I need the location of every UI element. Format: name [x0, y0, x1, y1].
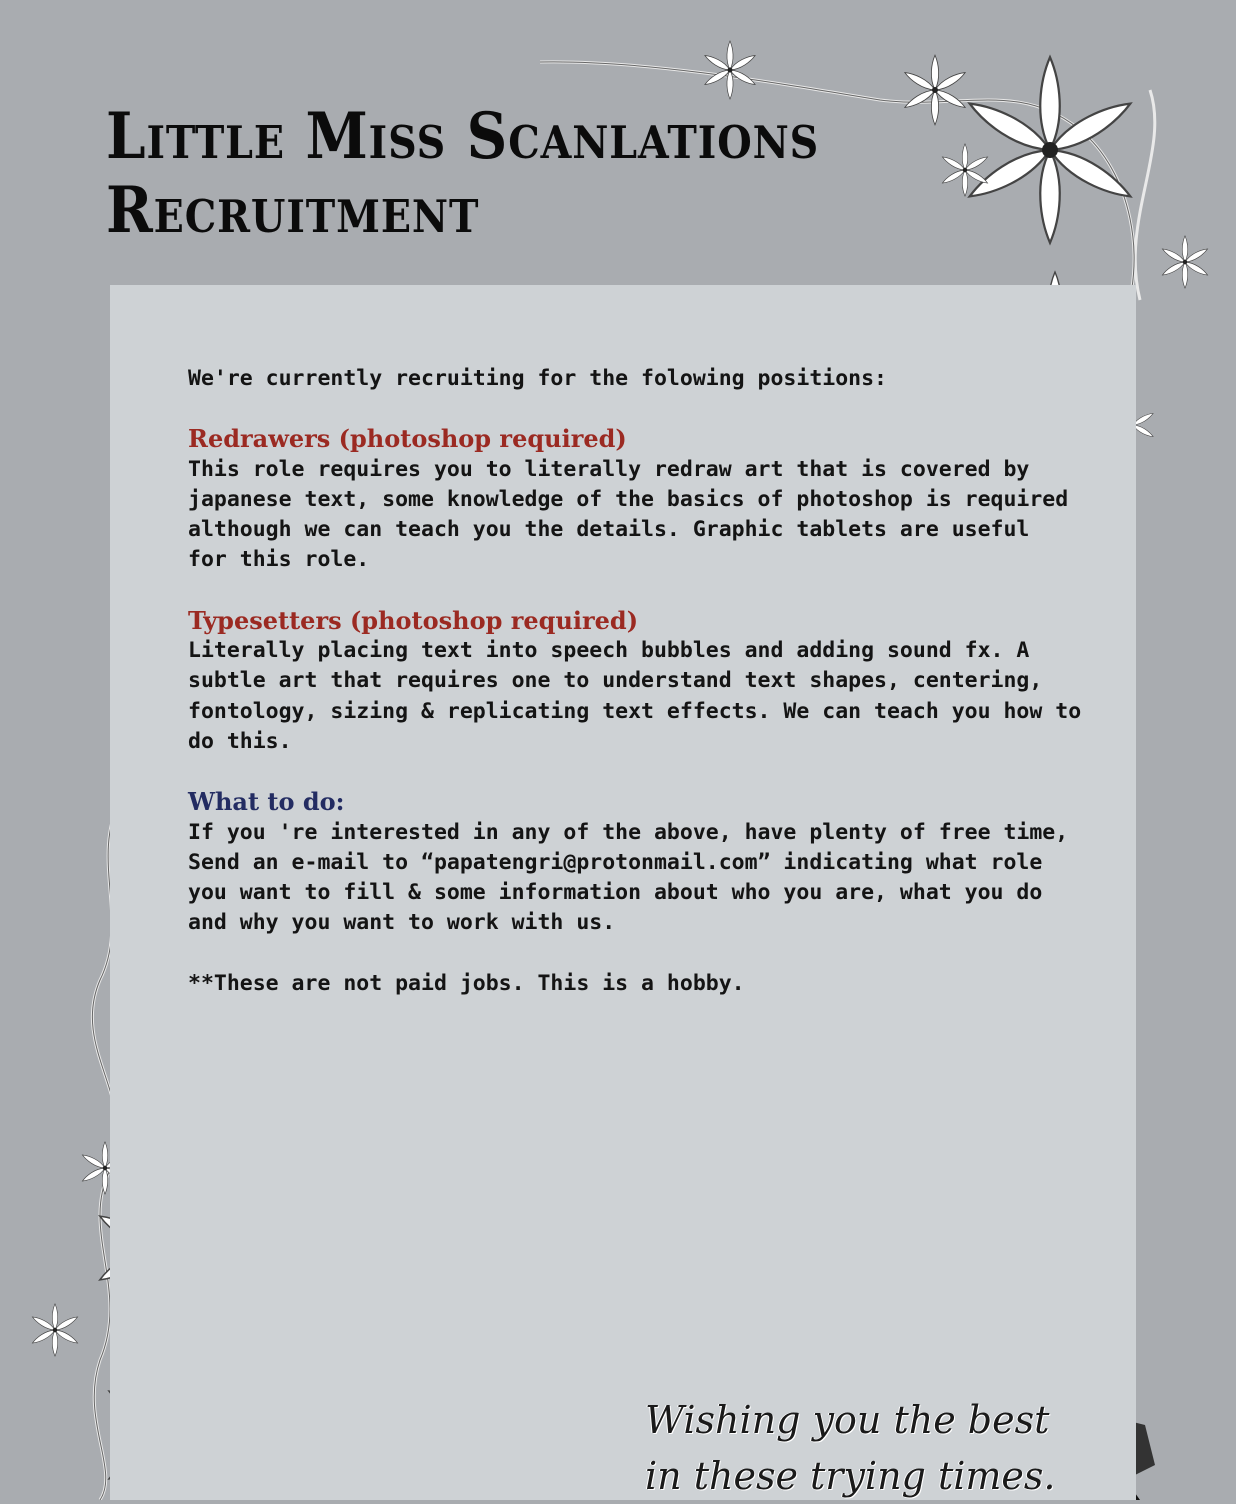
section-line: japanese text, some knowledge of the basics of photoshop is required — [188, 486, 1069, 512]
title-line-1: Little Miss Scanlations — [106, 99, 820, 174]
section-line: you want to fill & some information about who you are, what you do — [188, 880, 1043, 906]
section-line: This role requires you to literally redraw art that is covered by — [188, 456, 1030, 482]
section-heading-redrawers: Redrawers (photoshop required) — [188, 424, 627, 454]
closing-message — [645, 1392, 1055, 1504]
closing-line-1: Wishing you the best — [645, 1398, 1050, 1442]
section-heading-typesetters: Typesetters (photoshop required) — [188, 605, 639, 635]
section-line: for this role. — [188, 547, 370, 573]
section-line: If you 're interested in any of the above, have plenty of free time, — [188, 819, 1069, 845]
recruitment-text — [188, 364, 1088, 999]
section-line: do this. — [188, 728, 292, 754]
intro-text: We're currently recruiting for the folowing positions: — [188, 366, 887, 391]
title-line-2: Recruitment — [106, 173, 480, 248]
section-line: fontology, sizing & replicating text effects. We can teach you how to — [188, 698, 1082, 724]
section-line: subtle art that requires one to understand text shapes, centering, — [188, 668, 1043, 694]
page-title — [106, 100, 819, 248]
section-line: Send an e-mail to “papatengri@protonmail.com” indicating what role — [188, 849, 1043, 875]
section-line: Literally placing text into speech bubbles and adding sound fx. A — [188, 638, 1030, 664]
closing-line-2: in these trying times. — [645, 1454, 1056, 1498]
section-heading-what-to-do: What to do: — [188, 787, 345, 817]
disclaimer-note: **These are not paid jobs. This is a hobby. — [188, 970, 745, 996]
section-line: and why you want to work with us. — [188, 910, 616, 936]
section-line: although we can teach you the details. Graphic tablets are useful — [188, 517, 1030, 543]
